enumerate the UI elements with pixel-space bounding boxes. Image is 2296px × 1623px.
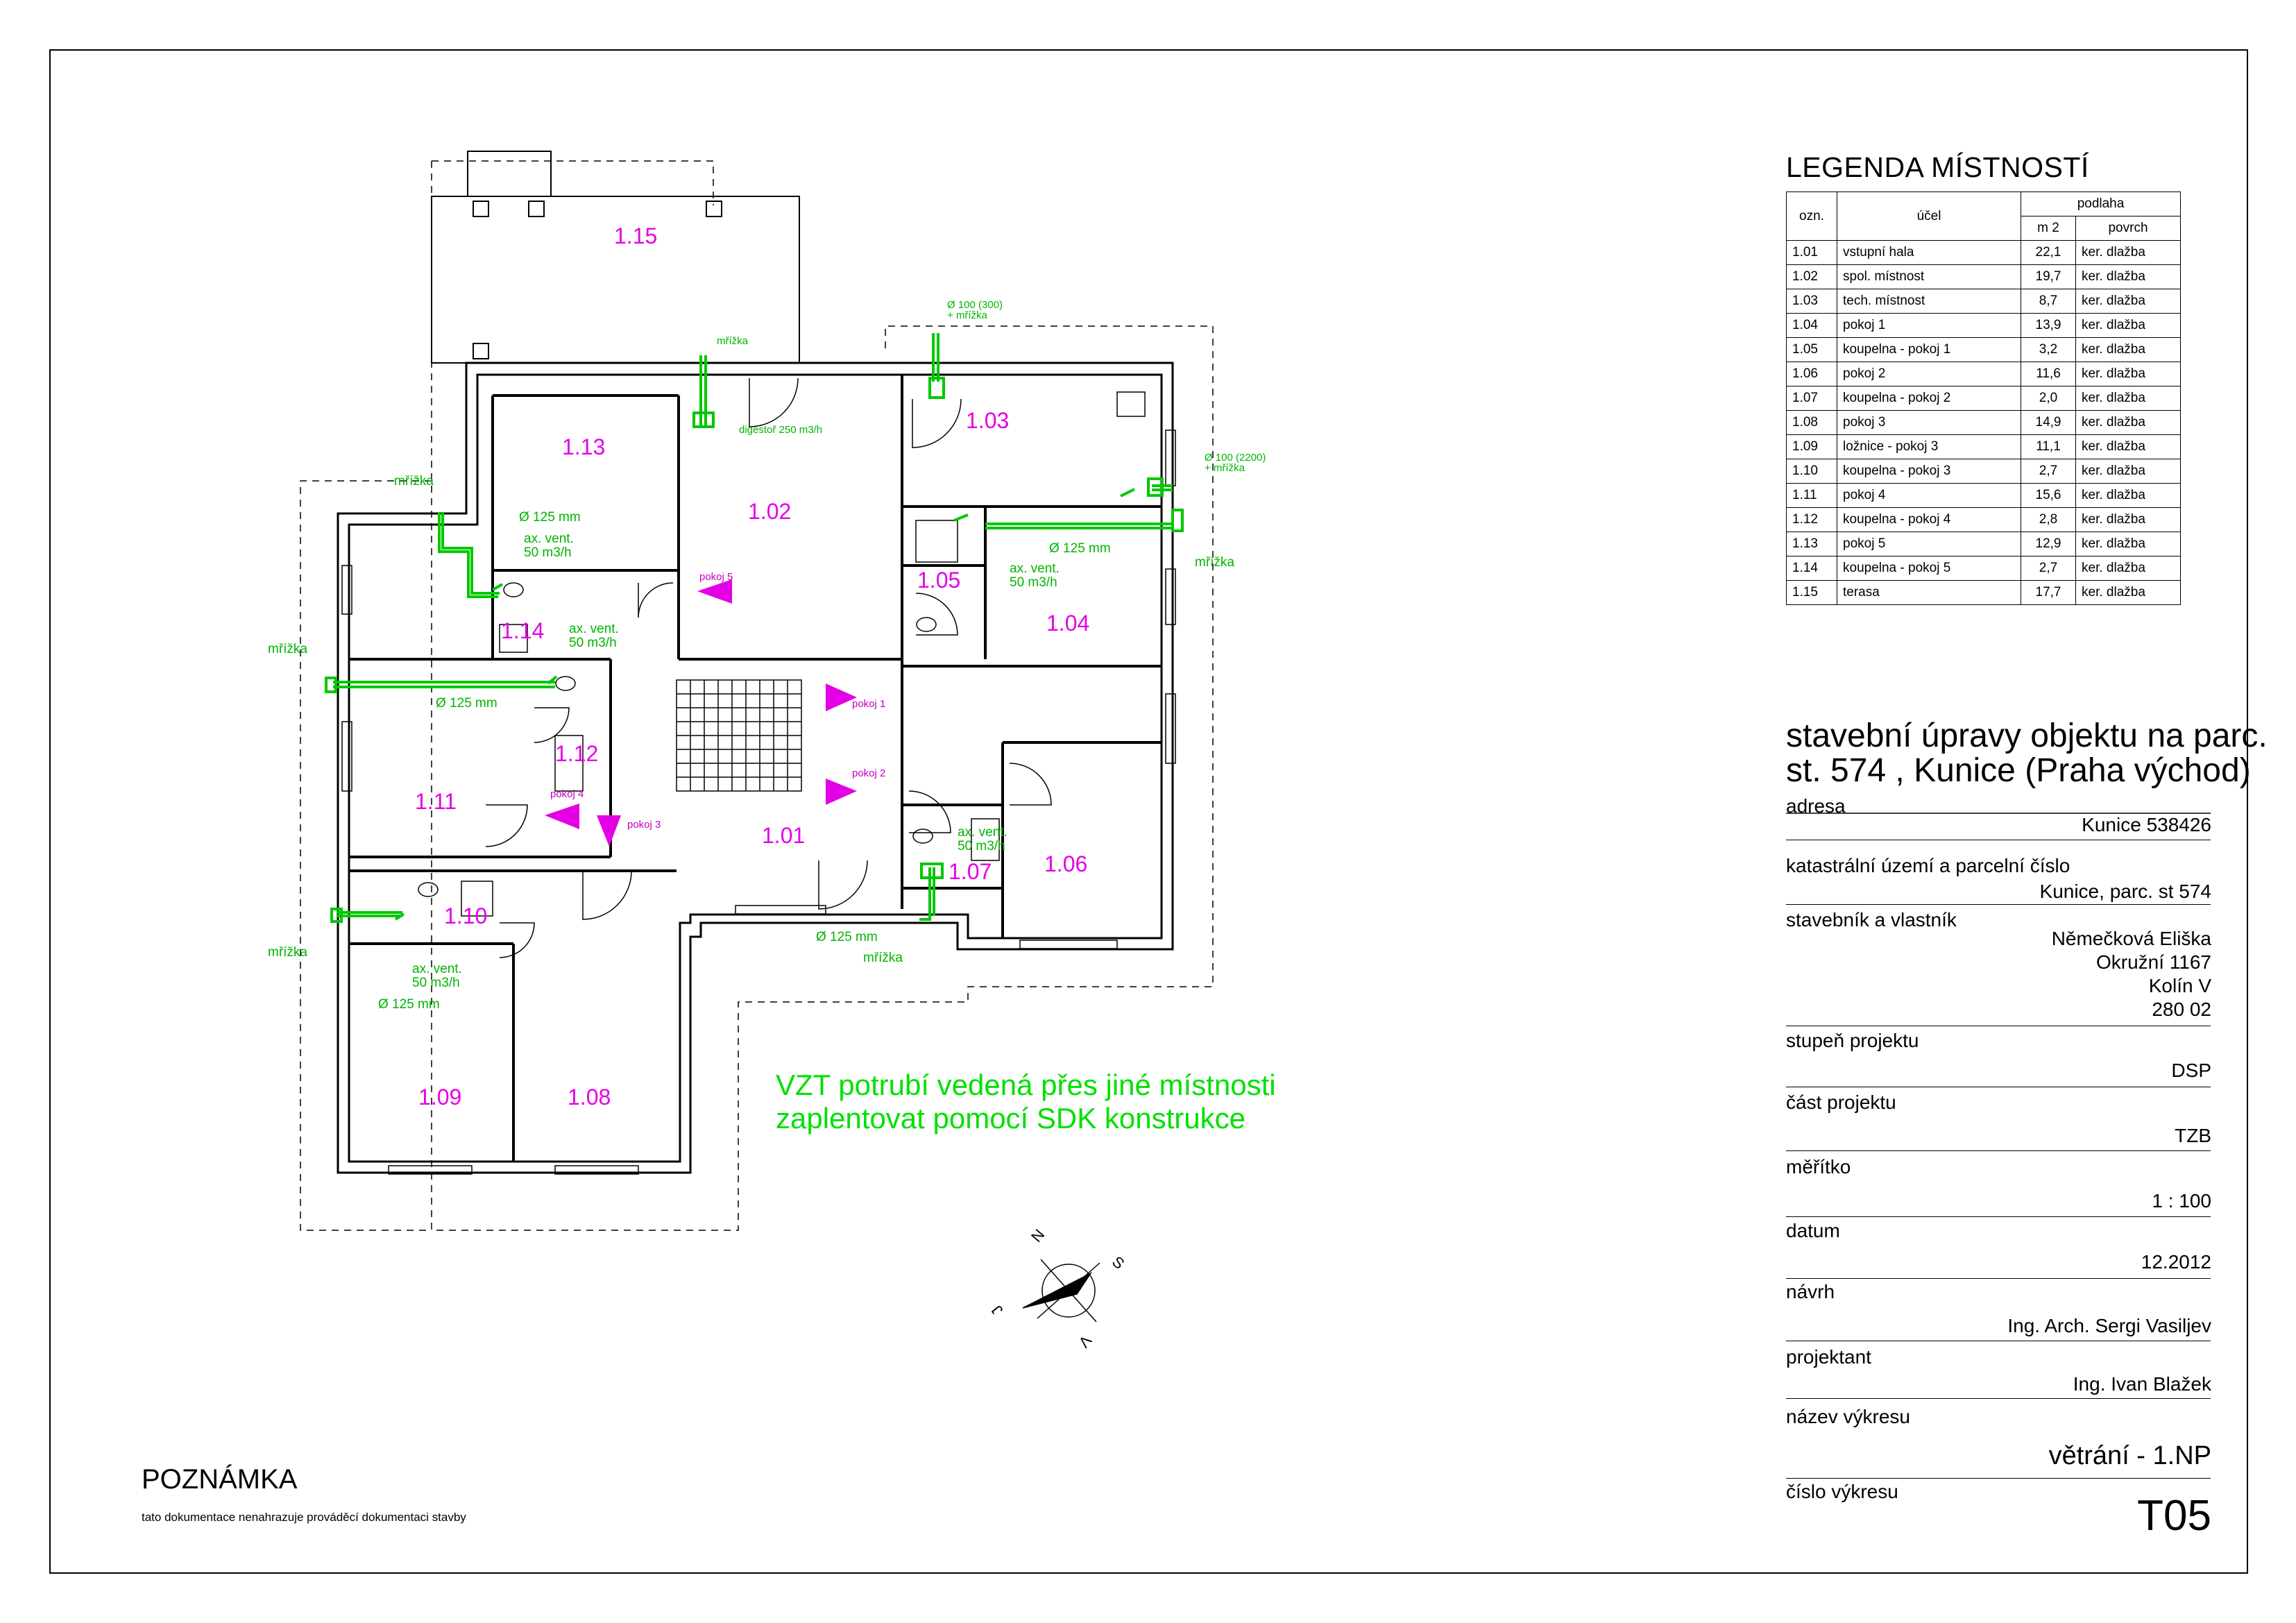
project-title-line2: st. 574 , Kunice (Praha východ) (1786, 752, 2251, 789)
duct-diameter-small-label (947, 300, 1003, 321)
legend-row (1787, 508, 2181, 532)
legend-header-floor: podlaha (2021, 192, 2181, 216)
legend-cell-purpose: pokoj 1 (1837, 314, 2021, 338)
arrow-label-pokoj-1: pokoj 1 (852, 698, 886, 710)
legend-cell-surface: ker. dlažba (2076, 581, 2181, 605)
rule (1786, 1278, 2211, 1279)
fan-label-line2: 50 m3/h (569, 636, 617, 650)
legend-cell-surface: ker. dlažba (2076, 508, 2181, 532)
room-label-1-12: 1.12 (555, 741, 599, 766)
part-label: část projektu (1786, 1091, 1896, 1113)
project-title-line1: stavební úpravy objektu na parc. (1786, 717, 2268, 754)
legend-cell-id: 1.04 (1787, 314, 1837, 338)
room-label-1-14: 1.14 (501, 618, 545, 643)
legend-cell-id: 1.09 (1787, 435, 1837, 459)
duct-diameter-small-line2: + mřížka (1205, 462, 1245, 474)
legend-row (1787, 386, 2181, 411)
rule (1786, 904, 2211, 905)
legend-cell-area: 2,8 (2021, 508, 2076, 532)
compass-rose (1023, 1259, 1100, 1322)
legend-row (1787, 265, 2181, 289)
legend-cell-purpose: pokoj 5 (1837, 532, 2021, 556)
room-label-1-09: 1.09 (418, 1085, 462, 1110)
fan-label-line1: ax. vent. (569, 622, 619, 636)
legend-header-id: ozn. (1787, 192, 1837, 241)
legend-row (1787, 362, 2181, 386)
grille-label: mřížka (717, 335, 748, 347)
duct-diameter-label: Ø 125 mm (816, 930, 878, 944)
legend-cell-id: 1.06 (1787, 362, 1837, 386)
fan-label-line1: ax. vent. (524, 532, 574, 546)
legend-cell-id: 1.05 (1787, 338, 1837, 362)
legend-header-area: m 2 (2021, 216, 2076, 241)
room-label-1-13: 1.13 (562, 434, 606, 459)
room-label-1-02: 1.02 (748, 499, 792, 524)
legend-cell-purpose: koupelna - pokoj 5 (1837, 556, 2021, 581)
legend-cell-area: 11,1 (2021, 435, 2076, 459)
legend-cell-id: 1.13 (1787, 532, 1837, 556)
legend-cell-id: 1.07 (1787, 386, 1837, 411)
fan-label (569, 622, 619, 650)
legend-table (1786, 192, 2181, 605)
flow-arrows (545, 579, 857, 847)
legend-row (1787, 556, 2181, 581)
legend-header-purpose: účel (1837, 192, 2021, 241)
owner-value (2052, 927, 2211, 1021)
legend-cell-surface: ker. dlažba (2076, 484, 2181, 508)
legend-cell-area: 15,6 (2021, 484, 2076, 508)
fan-label-line2: 50 m3/h (412, 976, 460, 990)
grille-label: mřížka (268, 945, 307, 960)
legend-cell-surface: ker. dlažba (2076, 386, 2181, 411)
rule (1786, 1150, 2211, 1151)
grille-label: mřížka (1195, 555, 1234, 570)
arrow-pokoj-4 (545, 804, 579, 829)
legend-cell-purpose: spol. místnost (1837, 265, 2021, 289)
legend-cell-purpose: koupelna - pokoj 3 (1837, 459, 2021, 484)
grille-label: mřížka (268, 642, 307, 656)
room-label-1-08: 1.08 (568, 1085, 611, 1110)
date-label: datum (1786, 1220, 1840, 1241)
date-value: 12.2012 (2141, 1251, 2211, 1273)
compass-j: J (988, 1302, 1007, 1319)
scale-value: 1 : 100 (2152, 1190, 2211, 1212)
legend-cell-area: 22,1 (2021, 241, 2076, 265)
duct-diameter-label: Ø 125 mm (436, 696, 498, 711)
legend-cell-area: 17,7 (2021, 581, 2076, 605)
legend-cell-purpose: terasa (1837, 581, 2021, 605)
address-label: adresa (1786, 795, 1846, 817)
legend-cell-area: 3,2 (2021, 338, 2076, 362)
design-label: návrh (1786, 1281, 1835, 1302)
fan-label (524, 532, 574, 560)
legend-cell-id: 1.11 (1787, 484, 1837, 508)
arrow-label-pokoj-4: pokoj 4 (550, 788, 584, 800)
ducting-note-line2: zaplentovat pomocí SDK konstrukce (776, 1102, 1246, 1135)
compass-n: N (1027, 1225, 1048, 1246)
compass-s: S (1109, 1252, 1128, 1273)
owner-line: Kolín V (2148, 975, 2211, 996)
legend-cell-id: 1.08 (1787, 411, 1837, 435)
cadastre-label: katastrální území a parcelní číslo (1786, 855, 2070, 876)
grille-label: mřížka (394, 474, 434, 488)
designer-value: Ing. Ivan Blažek (2073, 1373, 2211, 1395)
legend-row (1787, 241, 2181, 265)
legend-cell-surface: ker. dlažba (2076, 338, 2181, 362)
legend-cell-purpose: pokoj 2 (1837, 362, 2021, 386)
legend-row (1787, 289, 2181, 314)
legend-cell-id: 1.03 (1787, 289, 1837, 314)
arrow-label-pokoj-5: pokoj 5 (699, 571, 733, 583)
arrow-pokoj-2 (826, 779, 857, 805)
legend-cell-surface: ker. dlažba (2076, 556, 2181, 581)
legend-cell-purpose: koupelna - pokoj 1 (1837, 338, 2021, 362)
legend-header-surface: povrch (2076, 216, 2181, 241)
legend-cell-area: 11,6 (2021, 362, 2076, 386)
fan-label (958, 826, 1007, 853)
legend-cell-area: 2,7 (2021, 556, 2076, 581)
legend-cell-surface: ker. dlažba (2076, 459, 2181, 484)
legend-cell-purpose: pokoj 3 (1837, 411, 2021, 435)
stage-label: stupeň projektu (1786, 1030, 1919, 1051)
owner-line: Němečková Eliška (2051, 928, 2211, 949)
duct-diameter-label: Ø 125 mm (519, 510, 581, 525)
legend-cell-id: 1.14 (1787, 556, 1837, 581)
room-label-1-10: 1.10 (444, 903, 488, 928)
owner-label: stavebník a vlastník (1786, 909, 1957, 931)
legend-row (1787, 338, 2181, 362)
room-label-1-06: 1.06 (1044, 851, 1088, 876)
drawing-name-value: větrání - 1.NP (2048, 1441, 2211, 1470)
legend-cell-area: 19,7 (2021, 265, 2076, 289)
scale-label: měřítko (1786, 1156, 1851, 1178)
arrow-label-pokoj-3: pokoj 3 (627, 819, 661, 831)
part-value: TZB (2175, 1125, 2211, 1146)
ducting-note-line1: VZT potrubí vedená přes jiné místnosti (776, 1069, 1276, 1101)
legend-cell-id: 1.12 (1787, 508, 1837, 532)
legend-cell-area: 14,9 (2021, 411, 2076, 435)
design-value: Ing. Arch. Sergi Vasiljev (2007, 1315, 2211, 1336)
duct-diameter-small-line2: + mřížka (947, 309, 987, 321)
room-label-1-15: 1.15 (614, 223, 658, 248)
legend-cell-surface: ker. dlažba (2076, 314, 2181, 338)
room-label-1-04: 1.04 (1046, 611, 1090, 636)
footnote-text: tato dokumentace nenahrazuje prováděcí dokumentaci stavby (142, 1511, 466, 1524)
legend-cell-id: 1.02 (1787, 265, 1837, 289)
hood-label: digestoř 250 m3/h (739, 424, 823, 436)
legend-row (1787, 435, 2181, 459)
legend-cell-purpose: tech. místnost (1837, 289, 2021, 314)
fan-label-line2: 50 m3/h (524, 545, 572, 560)
room-label-1-03: 1.03 (966, 408, 1010, 433)
legend-row (1787, 411, 2181, 435)
legend-cell-purpose: pokoj 4 (1837, 484, 2021, 508)
duct-diameter-label: Ø 125 mm (1049, 541, 1111, 556)
legend-cell-purpose: koupelna - pokoj 4 (1837, 508, 2021, 532)
fan-label-line1: ax. vent. (958, 825, 1007, 840)
fan-label-line1: ax. vent. (1010, 561, 1060, 576)
rule (1786, 1478, 2211, 1479)
legend-cell-area: 8,7 (2021, 289, 2076, 314)
legend-row (1787, 314, 2181, 338)
fan-label-line2: 50 m3/h (1010, 575, 1057, 590)
legend-cell-surface: ker. dlažba (2076, 411, 2181, 435)
designer-label: projektant (1786, 1346, 1871, 1368)
fan-label-line1: ax. vent. (412, 962, 462, 976)
rule (1786, 1216, 2211, 1217)
legend-cell-surface: ker. dlažba (2076, 435, 2181, 459)
fan-label-line2: 50 m3/h (958, 839, 1005, 853)
room-label-1-01: 1.01 (762, 823, 806, 848)
duct-diameter-small-label (1205, 452, 1266, 473)
grille-label: mřížka (863, 951, 903, 965)
legend-cell-area: 13,9 (2021, 314, 2076, 338)
duct-diameter-small-line1: Ø 100 (300) (947, 299, 1003, 311)
fan-label (412, 962, 462, 990)
legend-cell-area: 2,0 (2021, 386, 2076, 411)
legend-cell-surface: ker. dlažba (2076, 241, 2181, 265)
legend-cell-id: 1.01 (1787, 241, 1837, 265)
ducting-note (776, 1069, 1276, 1135)
legend-row (1787, 484, 2181, 508)
legend-cell-id: 1.10 (1787, 459, 1837, 484)
legend-cell-area: 2,7 (2021, 459, 2076, 484)
legend-cell-surface: ker. dlažba (2076, 289, 2181, 314)
legend-cell-surface: ker. dlažba (2076, 362, 2181, 386)
owner-line: Okružní 1167 (2095, 951, 2211, 973)
room-label-1-11: 1.11 (415, 789, 457, 814)
legend-title: LEGENDA MÍSTNOSTÍ (1786, 151, 2089, 183)
address-value: Kunice 538426 (2082, 814, 2211, 835)
legend-cell-id: 1.15 (1787, 581, 1837, 605)
legend-cell-area: 12,9 (2021, 532, 2076, 556)
arrow-pokoj-5 (697, 579, 732, 604)
cadastre-value: Kunice, parc. st 574 (2039, 881, 2211, 902)
legend-cell-surface: ker. dlažba (2076, 532, 2181, 556)
drawing-name-label: název výkresu (1786, 1406, 1910, 1427)
drawing-number-label: číslo výkresu (1786, 1481, 1898, 1502)
arrow-label-pokoj-2: pokoj 2 (852, 767, 886, 779)
legend-cell-purpose: koupelna - pokoj 2 (1837, 386, 2021, 411)
duct-diameter-small-line1: Ø 100 (2200) (1205, 452, 1266, 464)
arrow-pokoj-3 (597, 815, 621, 847)
legend-body (1787, 241, 2181, 605)
compass-v: V (1075, 1332, 1096, 1351)
owner-line: 280 02 (2152, 999, 2211, 1020)
legend-cell-purpose: ložnice - pokoj 3 (1837, 435, 2021, 459)
project-title (1786, 719, 2268, 788)
room-label-1-05: 1.05 (917, 568, 961, 593)
rule (1786, 1398, 2211, 1399)
legend-row (1787, 581, 2181, 605)
legend-cell-purpose: vstupní hala (1837, 241, 2021, 265)
stage-value: DSP (2171, 1060, 2211, 1081)
legend-cell-surface: ker. dlažba (2076, 265, 2181, 289)
fan-label (1010, 562, 1060, 590)
footnote-title: POZNÁMKA (142, 1464, 298, 1495)
legend-row (1787, 532, 2181, 556)
drawing-number-value: T05 (2137, 1492, 2211, 1540)
room-label-1-07: 1.07 (949, 859, 992, 884)
duct-diameter-label: Ø 125 mm (378, 997, 440, 1012)
legend-row (1787, 459, 2181, 484)
